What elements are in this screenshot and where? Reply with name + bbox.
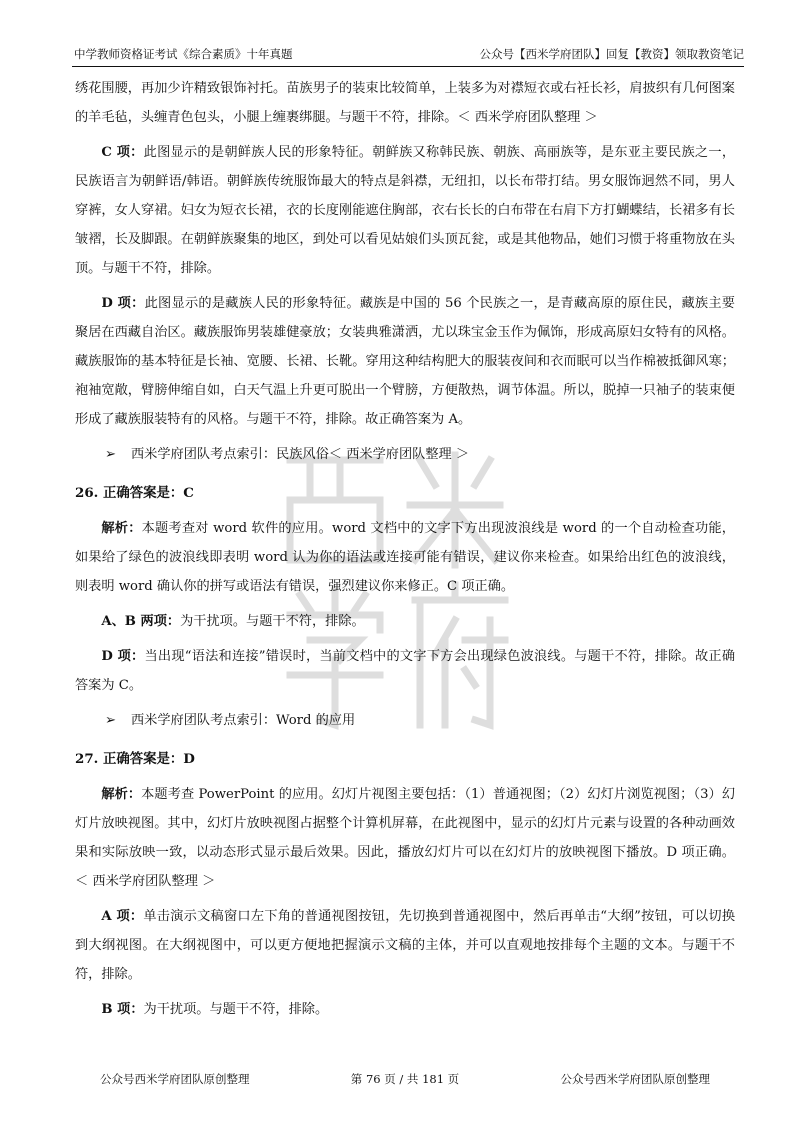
q27-option-a-label: A 项： — [101, 909, 144, 924]
page-footer — [100, 1070, 710, 1088]
page-header — [74, 44, 744, 64]
option-c-label: C 项： — [101, 145, 144, 160]
q27-explanation-label: 解析： — [101, 787, 142, 802]
q27-explanation-text: 本题考查 PowerPoint 的应用。幻灯片视图主要包括：（1）普通视图；（2）幻灯片浏览视图；（3）幻灯片放映视图。其中，幻灯片放映视图占据整个计算机屏幕，在此视图中，显示的幻灯片元素与设置的各种动画效果和实际放映一致，以动态形式显示最后效果。因此，播放幻灯片可以在幻灯片的放映视图下播放。D 项正确。＜ 西米学府团队整理 ＞ — [75, 787, 736, 889]
q26-option-ab — [75, 607, 735, 636]
arrow-right-icon: ➢ — [105, 447, 117, 462]
arrow-right-icon: ➢ — [105, 713, 117, 728]
q27-option-b — [75, 995, 735, 1024]
footer-right-credit: 公众号西米学府团队原创整理 — [560, 1072, 710, 1086]
q26-explanation — [75, 514, 735, 601]
header-divider — [72, 66, 744, 67]
option-c-text: 此图显示的是朝鲜族人民的形象特征。朝鲜族又称韩民族、朝族、高丽族等，是东亚主要民族之一，民族语言为朝鲜语/韩语。朝鲜族传统服饰最大的特点是斜襟，无纽扣，以长布带打结。男女服饰迥然不同，男人穿裤，女人穿裙。妇女为短衣长裙，衣的长度刚能遮住胸部，衣右长长的白布带在右肩下方打蝴蝶结，长裙多有长皱褶，长及脚跟。在朝鲜族聚集的地区，到处可以看见姑娘们头顶瓦瓮，或是其他物品，她们习惯于将重物放在头顶。与题干不符，排除。 — [75, 145, 736, 276]
question-27-answer: 27. 正确答案是：D — [75, 751, 195, 767]
paragraph-continuation: 绣花围腰，再加少许精致银饰衬托。苗族男子的装束比较简单，上装多为对襟短衣或右衽长衫，肩披织有几何图案的羊毛毡，头缠青色包头，小腿上缠裹绑腿。与题干不符，排除。＜ 西米学府团队整理 ＞ — [75, 81, 735, 125]
option-c-paragraph — [75, 138, 735, 283]
option-d-label: D 项： — [101, 296, 145, 311]
footer-left-credit: 公众号西米学府团队原创整理 — [100, 1072, 250, 1086]
q27-explanation — [75, 780, 735, 896]
q26-option-ab-label: A、B 两项： — [101, 614, 181, 629]
knowledge-index-bullet — [75, 440, 735, 469]
q27-option-b-text: 为干扰项。与题干不符，排除。 — [143, 1002, 329, 1017]
q27-option-a-text: 单击演示文稿窗口左下角的普通视图按钮，先切换到普通视图中，然后再单击“大纲”按钮，可以切换到大纲视图。在大纲视图中，可以更方便地把握演示文稿的主体，并可以直观地按排每个主题的文本。与题干不符，排除。 — [75, 909, 736, 982]
knowledge-index-bullet-2 — [75, 706, 735, 735]
question-26-answer: 26. 正确答案是：C — [75, 485, 194, 501]
option-d-paragraph — [75, 289, 735, 434]
q26-option-d-label: D 项： — [101, 649, 145, 664]
header-title: 中学教师资格证考试《综合素质》十年真题 — [74, 47, 293, 61]
header-promo: 公众号【西米学府团队】回复【教资】领取教资笔记 — [479, 47, 744, 61]
q27-option-a — [75, 902, 735, 989]
q26-option-d-text: 当出现“语法和连接”错误时，当前文档中的文字下方会出现绿色波浪线。与题干不符，排除。故正确答案为 C。 — [75, 649, 736, 693]
page-number: 第 76 页 / 共 181 页 — [350, 1072, 460, 1086]
document-body — [75, 74, 735, 1030]
q26-option-ab-text: 为干扰项。与题干不符，排除。 — [180, 614, 365, 629]
q27-option-b-label: B 项： — [101, 1002, 144, 1017]
knowledge-index-text-2: 西米学府团队考点索引：Word 的应用 — [131, 713, 356, 728]
q26-option-d — [75, 642, 735, 700]
q26-explanation-text: 本题考查对 word 软件的应用。word 文档中的文字下方出现波浪线是 word 的一个自动检查功能，如果给了绿色的波浪线即表明 word 认为你的语法或连接可能有错误，建议你来检查。如果给出红色的波浪线，则表明 word 确认你的拼写或语法有错误，强烈建议你来修正。C 项正确。 — [75, 521, 735, 594]
knowledge-index-text: 西米学府团队考点索引：民族风俗＜ 西米学府团队整理 ＞ — [131, 447, 470, 462]
option-d-text: 此图显示的是藏族人民的形象特征。藏族是中国的 56 个民族之一，是青藏高原的原住民，藏族主要聚居在西藏自治区。藏族服饰男装雄健豪放；女装典雅潇洒，尤以珠宝金玉作为佩饰，形成高原妇女特有的风格。藏族服饰的基本特征是长袖、宽腰、长裙、长靴。穿用这种结构肥大的服装夜间和衣而眠可以当作棉被抵御风寒；袍袖宽敞，臂膀伸缩自如，白天气温上升更可脱出一个臂膀，方便散热，调节体温。所以，脱掉一只袖子的装束便形成了藏族服装特有的风格。与题干不符，排除。故正确答案为 A。 — [75, 296, 735, 427]
q26-explanation-label: 解析： — [101, 521, 142, 536]
